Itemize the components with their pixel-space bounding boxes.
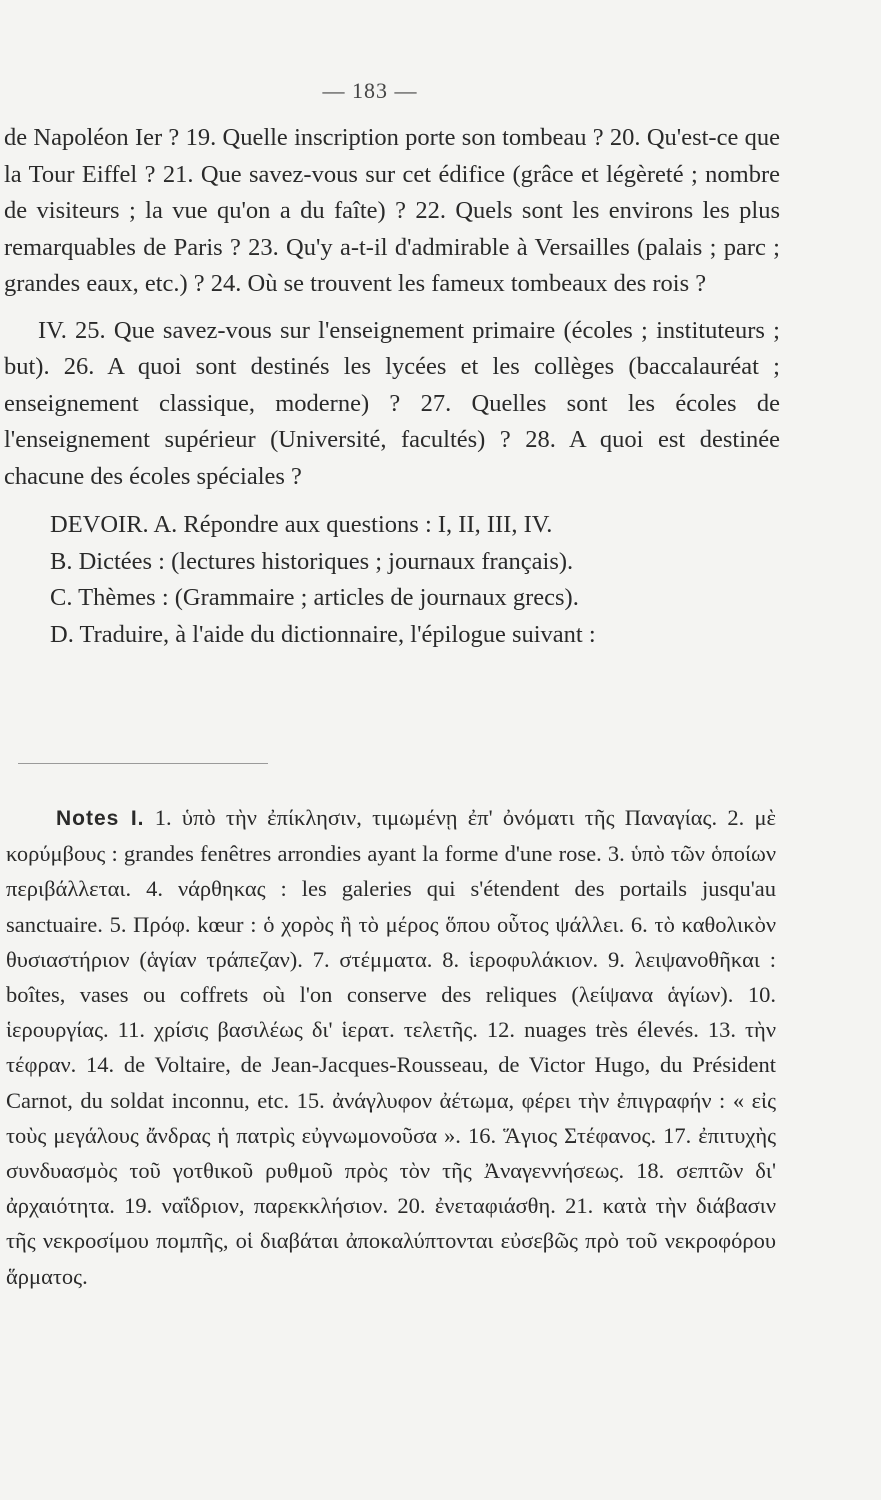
devoir-d: D. Traduire, à l'aide du dictionnaire, l'épilogue suivant : xyxy=(50,620,596,648)
footnotes xyxy=(6,800,776,1294)
notes-label: Notes I. xyxy=(56,807,145,830)
devoir-block xyxy=(4,507,780,653)
devoir-c: C. Thèmes : (Grammaire ; articles de journaux grecs). xyxy=(50,584,579,611)
page-number: — 183 — xyxy=(322,78,418,103)
footnote-divider xyxy=(18,763,268,764)
notes-text: 1. ὑπὸ τὴν ἐπίκλησιν, τιμωμένῃ ἐπ' ὀνόματι τῆς Παναγίας. 2. μὲ κορύμβους : grandes fenêtres arrondies ayant la forme d'une rose. 3. ὑπὸ τῶν ὁποίων περιβάλλεται. 4. νάρθηκας : les galeries qui s'étendent des portails jusqu'au sanctuaire. 5. Πρόφ. kœur : ὁ χορὸς ἢ τὸ μέρος ὅπου οὗτος ψάλλει. 6. τὸ καθολικὸν θυσιαστήριον (ἁγίαν τράπεζαν). 7. στέμματα. 8. ἱεροφυλάκιον. 9. λειψανοθῆκαι : boîtes, vases ou coffrets où l'on conserve des reliques (λείψανα ἁγίων). 10. ἱερουργίας. 11. χρίσις βασιλέως δι' ἱερατ. τελετῆς. 12. nuages très élevés. 13. τὴν τέφραν. 14. de Voltaire, de Jean-Jacques-Rousseau, de Victor Hugo, du Président Carnot, du soldat inconnu, etc. 15. ἀνάγλυφον ἀέτωμα, φέρει τὴν ἐπιγραφήν : « εἰς τοὺς μεγάλους ἄνδρας ἡ πατρὶς εὐγνωμονοῦσα ». 16. Ἅγιος Στέφανος. 17. ἐπιτυχὴς συνδυασμὸς τοῦ γοτθικοῦ ρυθμοῦ πρὸς τὸν τῆς Ἀναγεννήσεως. 18. σεπτῶν δι' ἀρχαιότητα. 19. ναΐδριον, παρεκκλήσιον. 20. ἐνεταφιάσθη. 21. κατὰ τὴν διάβασιν τῆς νεκροσίμου πομπῆς, οἱ διαβάται ἀποκαλύπτονται εὐσεβῶς πρὸ τοῦ νεκροφόρου ἅρματος. xyxy=(6,805,776,1289)
devoir-b: B. Dictées : (lectures historiques ; journaux français). xyxy=(50,547,574,575)
main-text xyxy=(4,120,780,653)
section-iv: IV. 25. Que savez-vous sur l'enseignement primaire (écoles ; instituteurs ; but). 26. A quoi sont destinés les lycées et les collèges (baccalauréat ; enseignement classique, moderne) ? 27. Quelles sont les écoles de l'enseignement supérieur (Université, facultés) ? 28. A quoi est destinée chacune des écoles spéciales ? xyxy=(4,316,780,490)
section-iii-tail: de Napoléon Ier ? 19. Quelle inscription porte son tombeau ? 20. Qu'est-ce que la Tour Eiffel ? 21. Que savez-vous sur cet édifice (grâce et légèreté ; nombre de visiteurs ; la vue qu'on a du faîte) ? 22. Quels sont les environs les plus remarquables de Paris ? 23. Qu'y a-t-il d'admirable à Versailles (palais ; parc ; grandes eaux, etc.) ? 24. Où se trouvent les fameux tombeaux des rois ? xyxy=(4,124,780,297)
devoir-a: DEVOIR. A. Répondre aux questions : I, II, III, IV. xyxy=(50,511,553,538)
